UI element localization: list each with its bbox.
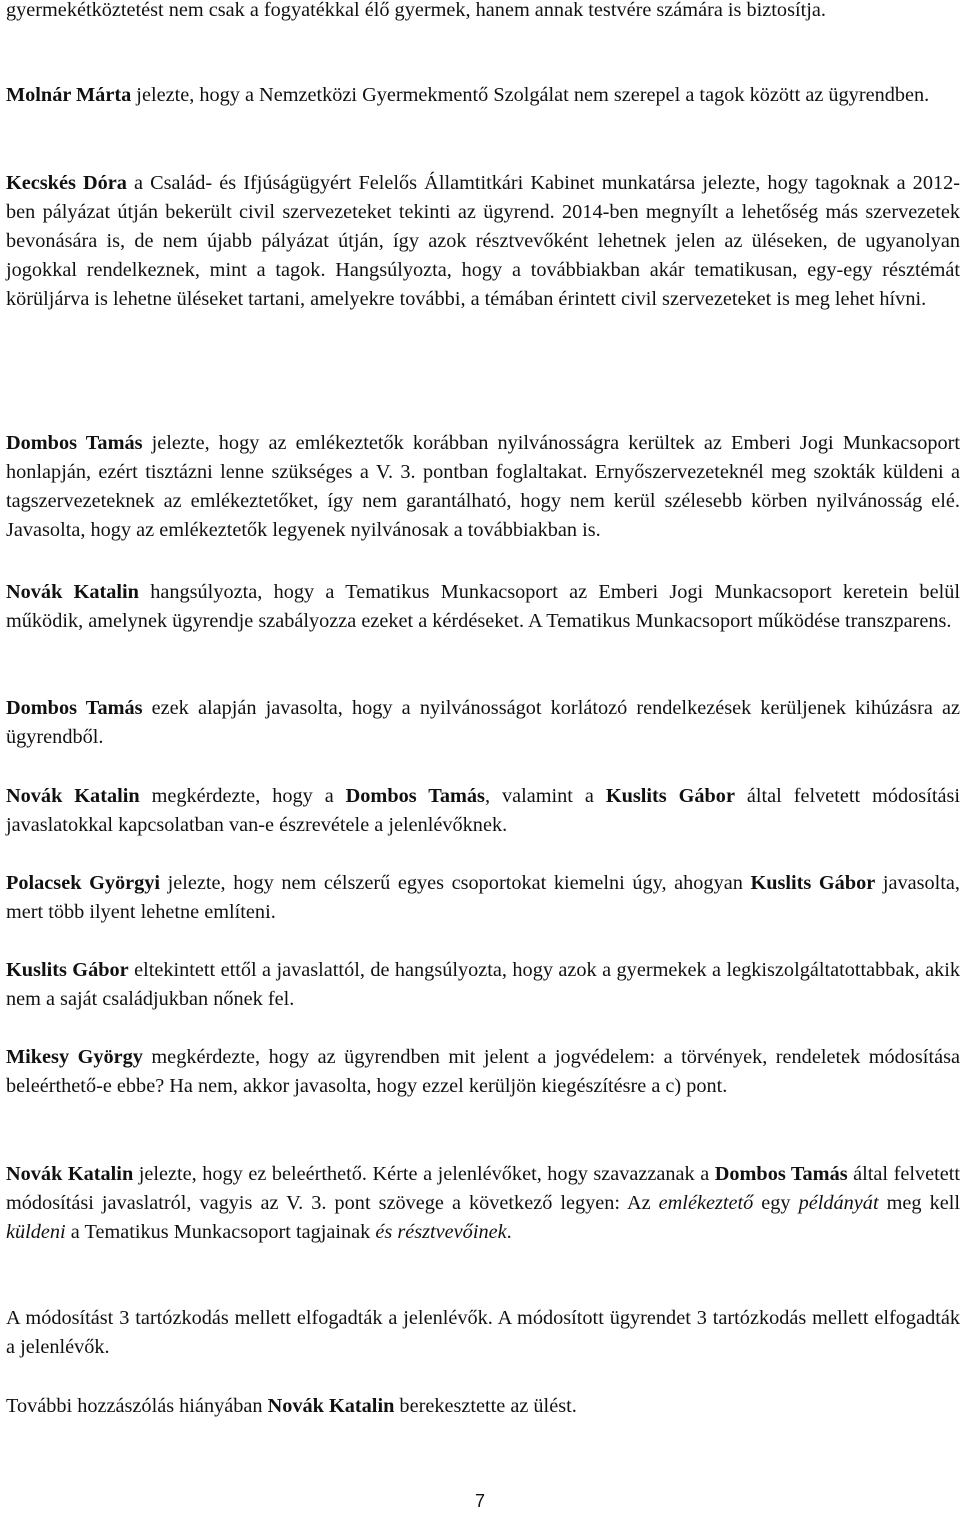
paragraph-text: gyermekétköztetést nem csak a fogyatékkal élő gyermek, hanem annak testvére számára is biztosítja. <box>6 0 826 21</box>
speaker-name: Kecskés Dóra <box>6 172 127 194</box>
paragraph-text: jelezte, hogy a Nemzetközi Gyermekmentő Szolgálat nem szerepel a tagok között az ügyrendben. <box>131 84 930 106</box>
paragraph-text: a Család- és Ifjúságügyért Felelős Államtitkári Kabinet munkatársa jelezte, hogy tagoknak a 2012-ben pályázat útján bekerült civil szervezeteket tekinti az ügyrend. 2014-ben megnyílt a lehetőség más szervezetek bevonására is, de nem újabb pályázat útján, így azok résztvevőként lehetnek jelen az üléseken, de ugyanolyan jogokkal rendelkeznek, mint a tagok. Hangsúlyozta, hogy a továbbiakban akár tematikusan, egy-egy résztémát körüljárva is lehetne üléseket tartani, amelyekre további, a témában érintett civil szervezeteket is meg lehet hívni. <box>6 172 960 310</box>
paragraph <box>6 429 960 545</box>
paragraph-text: hangsúlyozta, hogy a Tematikus Munkacsoport az Emberi Jogi Munkacsoport keretein belül működik, amelynek ügyrendje szabályozza ezeket a kérdéseket. A Tematikus Munkacsoport működése transzparens. <box>6 581 960 632</box>
paragraph <box>6 578 960 636</box>
speaker-name: Novák Katalin <box>6 785 140 807</box>
speaker-name: Novák Katalin <box>267 1395 395 1417</box>
speaker-name: Kuslits Gábor <box>750 872 876 894</box>
paragraph-text: megkérdezte, hogy az ügyrendben mit jelent a jogvédelem: a törvények, rendeletek módosítása beleérthető-e ebbe? Ha nem, akkor javasolta, hogy ezzel kerüljön kiegészítésre a c) pont. <box>6 1046 960 1097</box>
paragraph <box>6 81 960 110</box>
paragraph-text: , valamint a <box>484 785 606 807</box>
paragraph-text: meg kell <box>878 1191 960 1214</box>
paragraph-text: eltekintett ettől a javaslattól, de hangsúlyozta, hogy azok a gyermekek a legkiszolgáltatottabbak, akik nem a saját családjukban nőnek fel. <box>6 959 960 1010</box>
paragraph <box>6 782 960 840</box>
speaker-name: Kuslits Gábor <box>605 785 735 807</box>
paragraph <box>6 1392 960 1421</box>
paragraph-text: által felvetett módosítási javaslatokkal kapcsolatban van-e észrevétele a jelenlévőknek. <box>6 785 960 836</box>
speaker-name: Polacsek Györgyi <box>6 872 161 894</box>
paragraph-text: ezek alapján javasolta, hogy a nyilvánosságot korlátozó rendelkezések kerüljenek kihúzásra az ügyrendből. <box>6 697 960 748</box>
paragraph-text: . <box>506 1220 512 1243</box>
italic-text: példányát <box>798 1191 879 1214</box>
speaker-name: Mikesy György <box>6 1046 143 1068</box>
paragraph <box>6 694 960 752</box>
paragraph-text: egy <box>753 1191 799 1214</box>
speaker-name: Kuslits Gábor <box>6 959 129 981</box>
speaker-name: Dombos Tamás <box>6 432 143 454</box>
paragraph <box>6 1043 960 1101</box>
speaker-name: Dombos Tamás <box>714 1163 848 1185</box>
speaker-name: Dombos Tamás <box>6 697 143 719</box>
paragraph-text: megkérdezte, hogy a <box>139 785 346 807</box>
paragraph <box>6 0 960 25</box>
paragraph-text: által felvetett módosítási javaslatról, vagyis az V. 3. pont szövege a következő legyen: Az <box>6 1163 960 1214</box>
paragraph-text: jelezte, hogy az emlékeztetők korábban nyilvánosságra kerültek az Emberi Jogi Munkacsoport honlapján, ezért tisztázni lenne szükséges a V. 3. pontban foglaltakat. Ernyőszervezeteknél meg szokták küldeni a tagszervezeteknek az emlékeztetőket, így nem garantálható, hogy nem kerül szélesebb körben nyilvánosság elé. Javasolta, hogy az emlékeztetők legyenek nyilvánosak a továbbiakban is. <box>6 432 960 541</box>
speaker-name: Novák Katalin <box>6 581 139 603</box>
speaker-name: Novák Katalin <box>6 1163 134 1185</box>
paragraph-text: A módosítást 3 tartózkodás mellett elfogadták a jelenlévők. A módosított ügyrendet 3 tartózkodás mellett elfogadták a jelenlévők. <box>6 1307 960 1358</box>
paragraph-text: a Tematikus Munkacsoport tagjainak <box>65 1220 376 1243</box>
italic-text: és résztvevőinek <box>375 1220 507 1243</box>
paragraph <box>6 169 960 314</box>
paragraph <box>6 956 960 1014</box>
paragraph-text: jelezte, hogy nem célszerű egyes csoportokat kiemelni úgy, ahogyan <box>160 872 751 894</box>
paragraph-text: berekesztette az ülést. <box>394 1395 577 1417</box>
speaker-name: Molnár Márta <box>6 84 132 106</box>
paragraph <box>6 1304 960 1362</box>
speaker-name: Dombos Tamás <box>345 785 485 807</box>
paragraph <box>6 1160 960 1247</box>
page-number: 7 <box>474 1491 485 1511</box>
paragraph-text: jelezte, hogy ez beleérthető. Kérte a jelenlévőket, hogy szavazzanak a <box>133 1163 715 1185</box>
italic-text: küldeni <box>6 1220 66 1243</box>
italic-text: emlékeztető <box>658 1191 754 1214</box>
paragraph-text: javasolta, mert több ilyent lehetne említeni. <box>6 872 960 923</box>
paragraph <box>6 869 960 927</box>
paragraph-text: További hozzászólás hiányában <box>6 1395 268 1417</box>
